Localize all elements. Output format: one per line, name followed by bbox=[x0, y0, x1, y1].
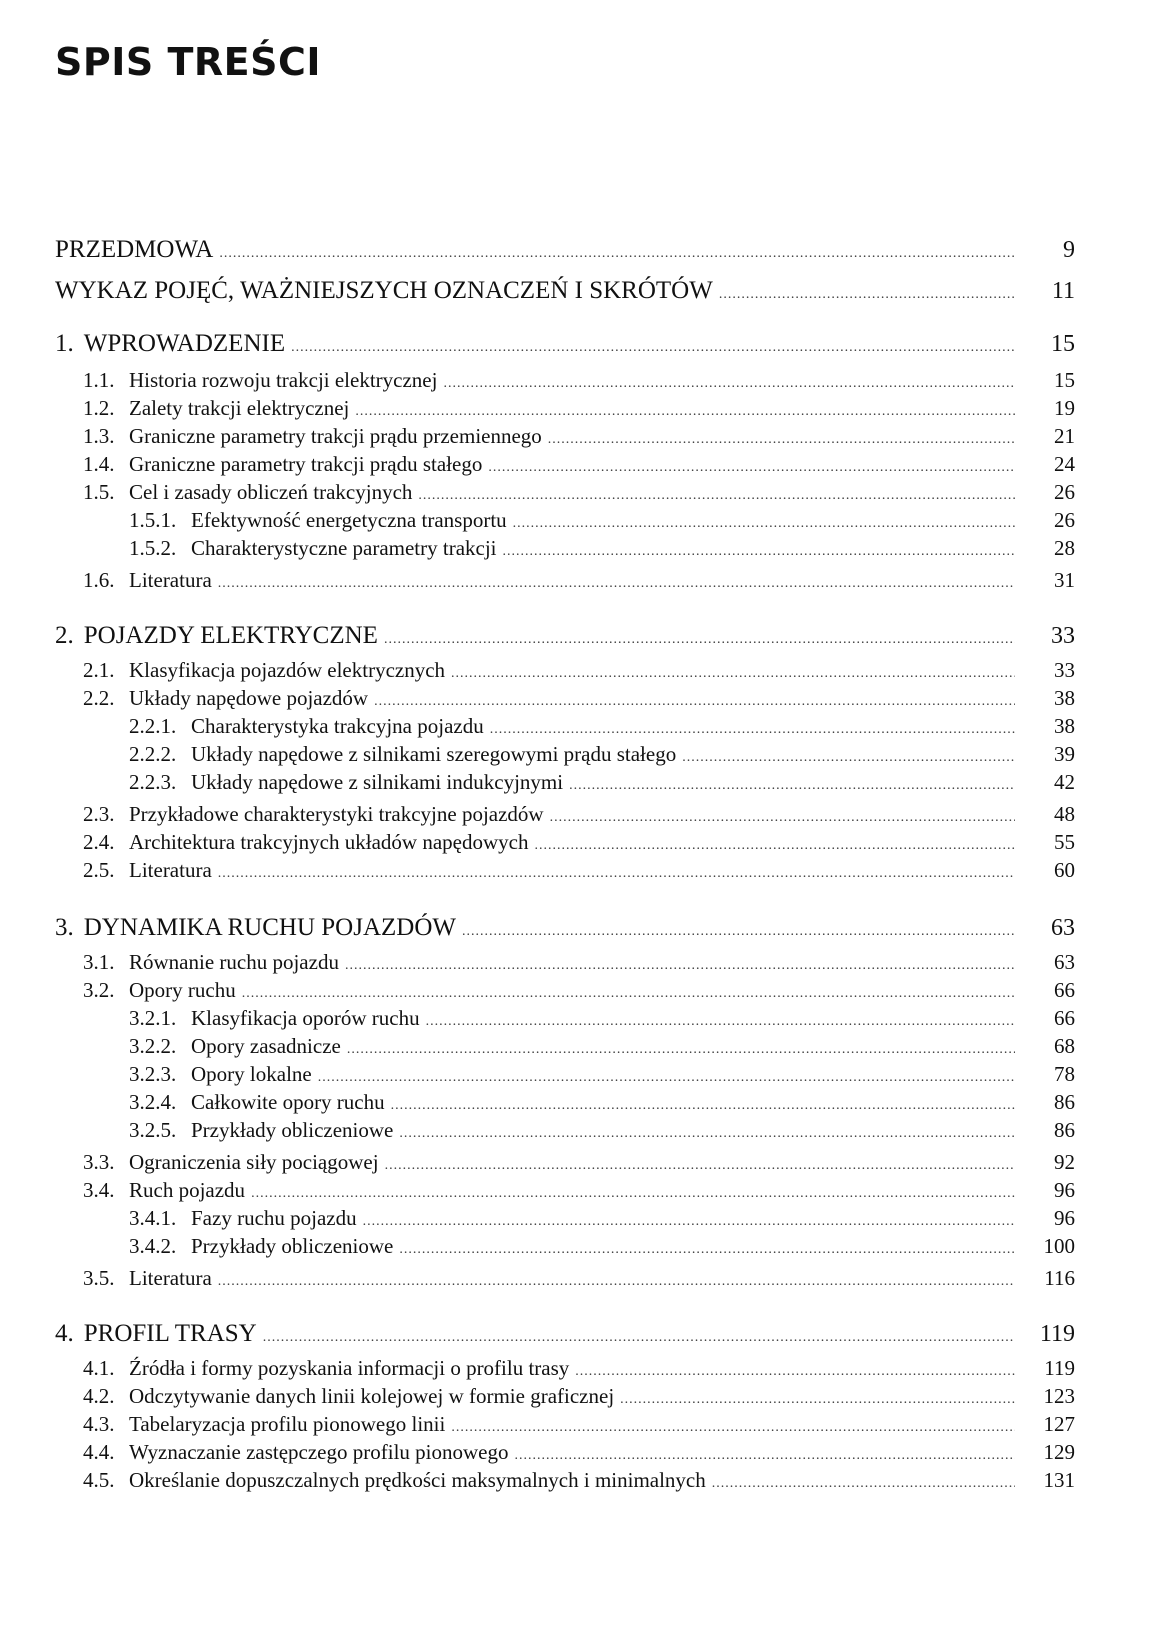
toc-entry-title: Charakterystyczne parametry trakcji bbox=[191, 536, 497, 560]
toc-entry-number: 4.4. bbox=[83, 1440, 115, 1464]
toc-page-number: 96 bbox=[1054, 1178, 1075, 1202]
toc-subsection[interactable] bbox=[129, 1118, 1075, 1143]
dot-leader bbox=[534, 838, 1015, 854]
toc-entry-title: Przykłady obliczeniowe bbox=[191, 1118, 394, 1142]
toc-page-number: 60 bbox=[1054, 858, 1075, 882]
toc-entry-number: 3.4. bbox=[83, 1178, 115, 1202]
toc-page-number: 78 bbox=[1054, 1062, 1075, 1086]
toc-page-number: 39 bbox=[1054, 742, 1075, 766]
dot-leader bbox=[490, 722, 1015, 738]
dot-leader bbox=[503, 544, 1015, 560]
toc-page-number: 24 bbox=[1054, 452, 1075, 476]
dot-leader bbox=[218, 866, 1015, 882]
toc-entry-number: 3.2.3. bbox=[129, 1062, 177, 1086]
toc-section[interactable] bbox=[83, 452, 1075, 477]
toc-section[interactable] bbox=[83, 1384, 1075, 1409]
toc-page-number: 63 bbox=[1054, 950, 1075, 974]
dot-leader bbox=[451, 1420, 1015, 1436]
dot-leader bbox=[345, 958, 1015, 974]
dot-leader bbox=[682, 750, 1015, 766]
toc-entry-title: Graniczne parametry trakcji prądu stałego bbox=[129, 452, 483, 476]
toc-entry-number: 1.1. bbox=[83, 368, 115, 392]
toc-entry-title: Zalety trakcji elektrycznej bbox=[129, 396, 350, 420]
toc-chapter[interactable] bbox=[55, 622, 1075, 650]
toc-entry-number: 1.4. bbox=[83, 452, 115, 476]
toc-entry-number: 2.2.3. bbox=[129, 770, 177, 794]
toc-entry-number: 2.2.2. bbox=[129, 742, 177, 766]
toc-page-number: 116 bbox=[1044, 1266, 1075, 1290]
toc-section[interactable] bbox=[83, 1356, 1075, 1381]
toc-entry-title: Historia rozwoju trakcji elektrycznej bbox=[129, 368, 438, 392]
toc-entry-number: 3.2. bbox=[83, 978, 115, 1002]
toc-entry-title: Literatura bbox=[129, 1266, 212, 1290]
dot-leader bbox=[426, 1014, 1015, 1030]
toc-page-number: 19 bbox=[1054, 396, 1075, 420]
toc-page-number: 42 bbox=[1054, 770, 1075, 794]
toc-section[interactable] bbox=[83, 396, 1075, 421]
toc-page-number: 100 bbox=[1043, 1234, 1075, 1258]
toc-page-number: 55 bbox=[1054, 830, 1075, 854]
toc-entry-number: 1.5.2. bbox=[129, 536, 177, 560]
toc-entry-title: Architektura trakcyjnych układów napędowych bbox=[129, 830, 529, 854]
dot-leader bbox=[385, 1158, 1015, 1174]
toc-entry-title: WYKAZ POJĘĆ, WAŻNIEJSZYCH OZNACZEŃ I SKRÓTÓW bbox=[55, 277, 713, 304]
dot-leader bbox=[399, 1126, 1015, 1142]
toc-section[interactable] bbox=[83, 1440, 1075, 1465]
toc-subsection[interactable] bbox=[129, 1034, 1075, 1059]
dot-leader bbox=[719, 287, 1015, 303]
dot-leader bbox=[347, 1042, 1015, 1058]
dot-leader bbox=[399, 1242, 1015, 1258]
toc-chapter[interactable] bbox=[55, 914, 1075, 942]
toc-entry-number: 3.3. bbox=[83, 1150, 115, 1174]
toc-section[interactable] bbox=[83, 830, 1075, 855]
toc-entry-number: 1.2. bbox=[83, 396, 115, 420]
toc-page-number: 92 bbox=[1054, 1150, 1075, 1174]
toc-entry-title: Literatura bbox=[129, 568, 212, 592]
toc-entry-number: 3.1. bbox=[83, 950, 115, 974]
dot-leader bbox=[575, 1364, 1015, 1380]
toc-entry-title: Układy napędowe z silnikami szeregowymi prądu stałego bbox=[191, 742, 677, 766]
toc-entry-title: Przykłady obliczeniowe bbox=[191, 1234, 394, 1258]
toc-page-number: 66 bbox=[1054, 1006, 1075, 1030]
toc-entry-number: 3.2.5. bbox=[129, 1118, 177, 1142]
toc-entry-title: Źródła i formy pozyskania informacji o profilu trasy bbox=[129, 1356, 570, 1380]
dot-leader bbox=[374, 694, 1015, 710]
dot-leader bbox=[550, 810, 1015, 826]
toc-entry-number: 2.3. bbox=[83, 802, 115, 826]
toc-chapter[interactable] bbox=[55, 236, 1075, 264]
toc-entry-title: Literatura bbox=[129, 858, 212, 882]
toc-entry-title: Fazy ruchu pojazdu bbox=[191, 1206, 357, 1230]
toc-section[interactable] bbox=[83, 1266, 1075, 1291]
toc-entry-number: 1.6. bbox=[83, 568, 115, 592]
toc-page-number: 33 bbox=[1051, 623, 1075, 649]
dot-leader bbox=[355, 404, 1015, 420]
toc-page-number: 119 bbox=[1039, 1321, 1075, 1347]
toc-page-number: 123 bbox=[1043, 1384, 1075, 1408]
toc-entry-number: 1.3. bbox=[83, 424, 115, 448]
dot-leader bbox=[242, 986, 1015, 1002]
toc-page-number: 38 bbox=[1054, 686, 1075, 710]
toc-entry-title: Graniczne parametry trakcji prądu przemiennego bbox=[129, 424, 542, 448]
toc-entry-title: Opory zasadnicze bbox=[191, 1034, 341, 1058]
toc-subsection[interactable] bbox=[129, 770, 1075, 795]
dot-leader bbox=[363, 1214, 1015, 1230]
toc-section[interactable] bbox=[83, 1178, 1075, 1203]
toc-page-number: 26 bbox=[1054, 508, 1075, 532]
toc-entry-title: Układy napędowe z silnikami indukcyjnymi bbox=[191, 770, 564, 794]
toc-entry-title: Całkowite opory ruchu bbox=[191, 1090, 385, 1114]
dot-leader bbox=[443, 376, 1015, 392]
toc-entry-number: 3.2.1. bbox=[129, 1006, 177, 1030]
toc-section[interactable] bbox=[83, 1468, 1075, 1493]
toc-page-number: 31 bbox=[1054, 568, 1075, 592]
toc-page-number: 131 bbox=[1043, 1468, 1075, 1492]
toc-entry-number: 1.5.1. bbox=[129, 508, 177, 532]
toc-entry-number: 4.5. bbox=[83, 1468, 115, 1492]
toc-entry-title: Układy napędowe pojazdów bbox=[129, 686, 369, 710]
toc-section[interactable] bbox=[83, 686, 1075, 711]
toc-subsection[interactable] bbox=[129, 508, 1075, 533]
dot-leader bbox=[218, 576, 1015, 592]
toc-page-number: 11 bbox=[1051, 278, 1075, 304]
dot-leader bbox=[451, 666, 1015, 682]
toc-page-number: 66 bbox=[1054, 978, 1075, 1002]
toc-page-number: 48 bbox=[1054, 802, 1075, 826]
toc-entry-title: Charakterystyka trakcyjna pojazdu bbox=[191, 714, 484, 738]
dot-leader bbox=[251, 1186, 1015, 1202]
dot-leader bbox=[569, 778, 1015, 794]
toc-page-number: 38 bbox=[1054, 714, 1075, 738]
toc-section[interactable] bbox=[83, 658, 1075, 683]
toc-entry-number: 3.2.2. bbox=[129, 1034, 177, 1058]
dot-leader bbox=[318, 1070, 1015, 1086]
toc-entry-title: Klasyfikacja oporów ruchu bbox=[191, 1006, 420, 1030]
toc-section[interactable] bbox=[83, 978, 1075, 1003]
toc-entry-title: Klasyfikacja pojazdów elektrycznych bbox=[129, 658, 446, 682]
dot-leader bbox=[548, 432, 1015, 448]
toc-entry-title: PRZEDMOWA bbox=[55, 236, 214, 263]
dot-leader bbox=[514, 1448, 1015, 1464]
toc-page-number: 86 bbox=[1054, 1118, 1075, 1142]
dot-leader bbox=[462, 924, 1015, 940]
toc-entry-title: Opory lokalne bbox=[191, 1062, 312, 1086]
toc-entry-number: 4. bbox=[55, 1320, 74, 1347]
toc-entry-number: 2. bbox=[55, 622, 74, 649]
toc-page-number: 26 bbox=[1054, 480, 1075, 504]
toc-page-number: 21 bbox=[1054, 424, 1075, 448]
toc-entry-number: 1. bbox=[55, 330, 74, 357]
toc-entry-number: 3.4.1. bbox=[129, 1206, 177, 1230]
dot-leader bbox=[219, 246, 1015, 262]
toc-page-number: 15 bbox=[1054, 368, 1075, 392]
dot-leader bbox=[418, 488, 1015, 504]
toc-page-number: 119 bbox=[1044, 1356, 1075, 1380]
toc-chapter[interactable] bbox=[55, 1320, 1075, 1348]
toc-page-number: 129 bbox=[1043, 1440, 1075, 1464]
toc-page-number: 28 bbox=[1054, 536, 1075, 560]
toc-entry-title: Ograniczenia siły pociągowej bbox=[129, 1150, 379, 1174]
toc-entry-number: 2.4. bbox=[83, 830, 115, 854]
toc-entry-title: WPROWADZENIE bbox=[83, 330, 286, 357]
dot-leader bbox=[291, 340, 1015, 356]
toc-entry-title: Cel i zasady obliczeń trakcyjnych bbox=[129, 480, 413, 504]
toc-page-number: 86 bbox=[1054, 1090, 1075, 1114]
toc-entry-title: Wyznaczanie zastępczego profilu pionowego bbox=[129, 1440, 509, 1464]
dot-leader bbox=[218, 1274, 1015, 1290]
toc-section[interactable] bbox=[83, 858, 1075, 883]
toc-entry-title: Równanie ruchu pojazdu bbox=[129, 950, 339, 974]
toc-section[interactable] bbox=[83, 368, 1075, 393]
dot-leader bbox=[620, 1392, 1015, 1408]
toc-entry-title: Określanie dopuszczalnych prędkości maksymalnych i minimalnych bbox=[129, 1468, 706, 1492]
toc-subsection[interactable] bbox=[129, 1006, 1075, 1031]
toc-page-number: 68 bbox=[1054, 1034, 1075, 1058]
toc-page-number: 9 bbox=[1063, 237, 1075, 263]
toc-entry-title: Opory ruchu bbox=[129, 978, 236, 1002]
toc-entry-number: 4.1. bbox=[83, 1356, 115, 1380]
toc-entry-title: PROFIL TRASY bbox=[83, 1320, 257, 1347]
page-title: SPIS TREŚCI bbox=[55, 40, 321, 84]
toc-entry-number: 1.5. bbox=[83, 480, 115, 504]
toc-section[interactable] bbox=[83, 568, 1075, 593]
toc-subsection[interactable] bbox=[129, 1090, 1075, 1115]
toc-entry-number: 4.3. bbox=[83, 1412, 115, 1436]
toc-subsection[interactable] bbox=[129, 714, 1075, 739]
toc-chapter[interactable] bbox=[55, 277, 1075, 305]
toc-entry-number: 2.2. bbox=[83, 686, 115, 710]
toc-page-number: 127 bbox=[1043, 1412, 1075, 1436]
toc-entry-number: 2.1. bbox=[83, 658, 115, 682]
toc-subsection[interactable] bbox=[129, 742, 1075, 767]
toc-subsection[interactable] bbox=[129, 1206, 1075, 1231]
toc-entry-title: Efektywność energetyczna transportu bbox=[191, 508, 507, 532]
toc-page-number: 63 bbox=[1051, 915, 1075, 941]
toc-section[interactable] bbox=[83, 424, 1075, 449]
dot-leader bbox=[488, 460, 1015, 476]
toc-entry-number: 3.4.2. bbox=[129, 1234, 177, 1258]
toc-subsection[interactable] bbox=[129, 1234, 1075, 1259]
toc-entry-title: Przykładowe charakterystyki trakcyjne pojazdów bbox=[129, 802, 544, 826]
toc-entry-title: POJAZDY ELEKTRYCZNE bbox=[83, 622, 378, 649]
toc-entry-number: 2.5. bbox=[83, 858, 115, 882]
toc-entry-title: Odczytywanie danych linii kolejowej w formie graficznej bbox=[129, 1384, 615, 1408]
toc-entry-number: 3.5. bbox=[83, 1266, 115, 1290]
dot-leader bbox=[384, 632, 1015, 648]
dot-leader bbox=[513, 516, 1015, 532]
toc-entry-number: 3.2.4. bbox=[129, 1090, 177, 1114]
toc-section[interactable] bbox=[83, 1150, 1075, 1175]
toc-entry-number: 4.2. bbox=[83, 1384, 115, 1408]
toc-page-number: 96 bbox=[1054, 1206, 1075, 1230]
toc-entry-title: DYNAMIKA RUCHU POJAZDÓW bbox=[83, 914, 456, 941]
toc-section[interactable] bbox=[83, 802, 1075, 827]
toc-page-number: 15 bbox=[1051, 331, 1075, 357]
toc-entry-number: 3. bbox=[55, 914, 74, 941]
toc-subsection[interactable] bbox=[129, 1062, 1075, 1087]
dot-leader bbox=[263, 1330, 1015, 1346]
toc-entry-title: Tabelaryzacja profilu pionowego linii bbox=[129, 1412, 446, 1436]
toc-subsection[interactable] bbox=[129, 536, 1075, 561]
toc-entry-title: Ruch pojazdu bbox=[129, 1178, 246, 1202]
toc-section[interactable] bbox=[83, 1412, 1075, 1437]
toc-page-number: 33 bbox=[1054, 658, 1075, 682]
dot-leader bbox=[391, 1098, 1015, 1114]
dot-leader bbox=[712, 1476, 1015, 1492]
toc-entry-number: 2.2.1. bbox=[129, 714, 177, 738]
toc-section[interactable] bbox=[83, 480, 1075, 505]
toc-chapter[interactable] bbox=[55, 330, 1075, 358]
toc-section[interactable] bbox=[83, 950, 1075, 975]
